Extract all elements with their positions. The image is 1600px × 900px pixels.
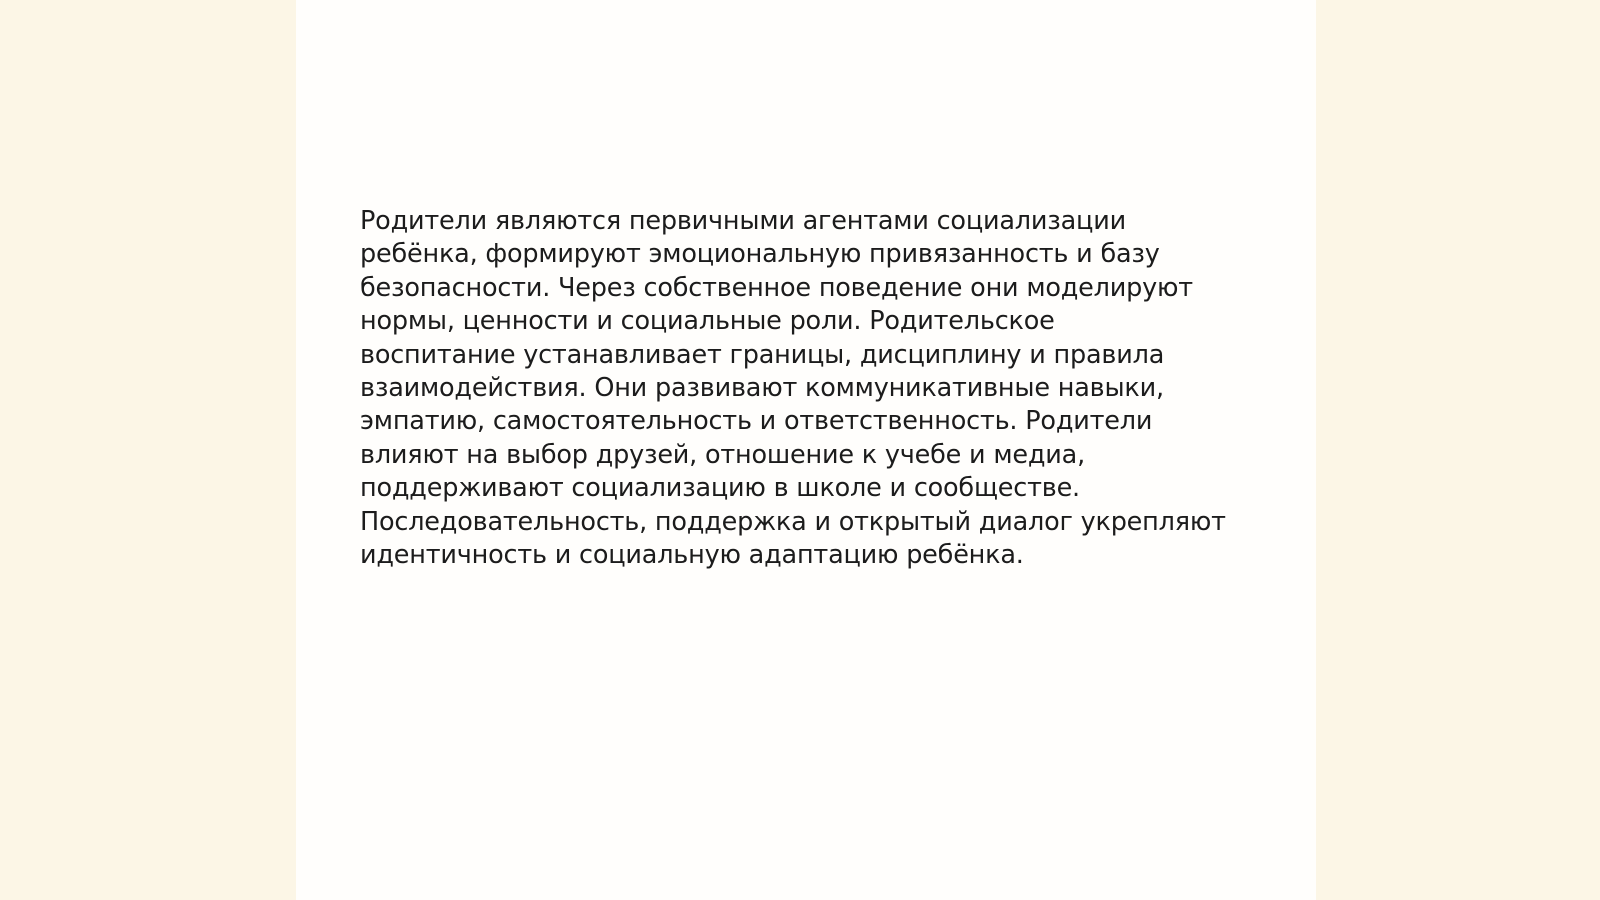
body-line: влияют на выбор друзей, отношение к учебе и медиа,: [360, 439, 1085, 470]
slide-body-text: [360, 205, 1270, 572]
left-margin-panel: [0, 0, 296, 900]
body-line: Последовательность, поддержка и открытый диалог укрепляют: [360, 506, 1226, 537]
body-line: эмпатию, самостоятельность и ответственность. Родители: [360, 406, 1153, 437]
body-line: Родители являются первичными агентами социализации: [360, 206, 1126, 236]
body-line: безопасности. Через собственное поведение они моделируют: [360, 272, 1193, 303]
body-line: воспитание устанавливает границы, дисциплину и правила: [360, 339, 1165, 370]
body-line: взаимодействия. Они развивают коммуникативные навыки,: [360, 373, 1164, 404]
body-line: нормы, ценности и социальные роли. Родительское: [360, 306, 1055, 337]
slide-canvas: [296, 0, 1316, 900]
body-line: ребёнка, формируют эмоциональную привязанность и базу: [360, 239, 1160, 270]
body-line: поддерживают социализацию в школе и сообществе.: [360, 473, 1080, 504]
right-margin-panel: [1316, 0, 1600, 900]
body-line: идентичность и социальную адаптацию ребёнка.: [360, 540, 1024, 571]
